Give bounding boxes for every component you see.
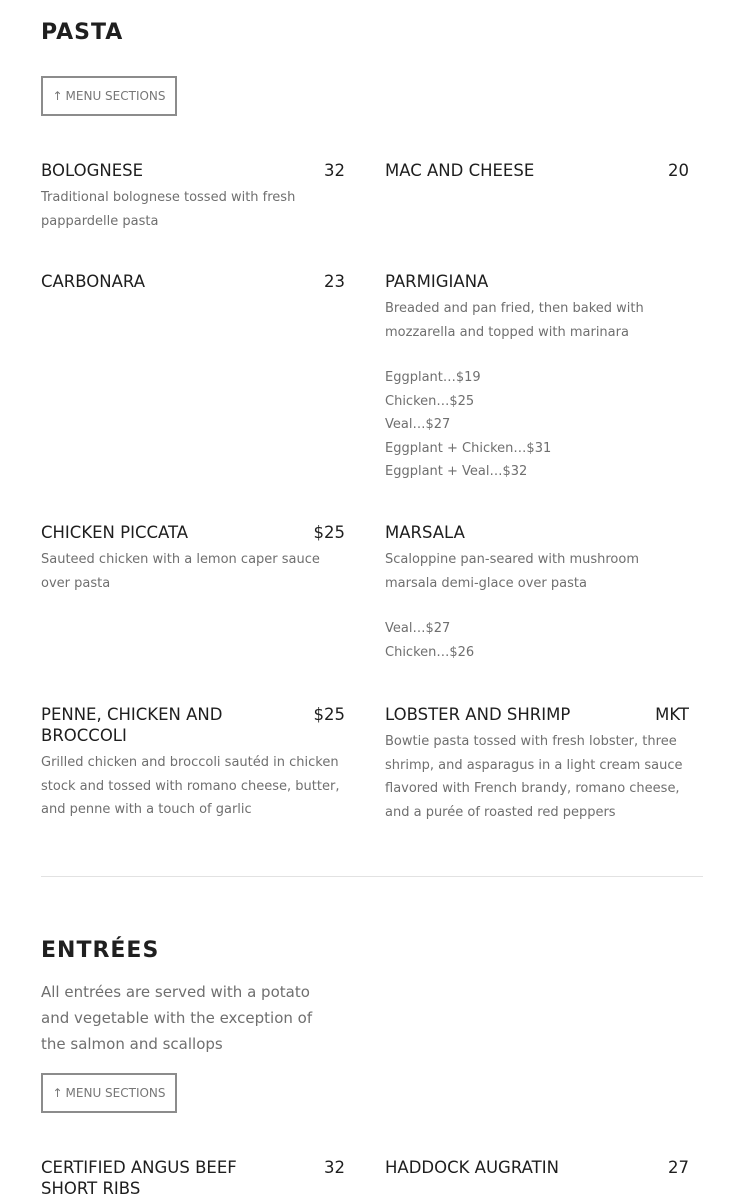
item-price: $25 bbox=[313, 523, 345, 542]
item-price: 23 bbox=[324, 272, 345, 291]
variant-price: Chicken…$25 bbox=[385, 393, 475, 409]
item-name: MARSALA bbox=[385, 523, 465, 542]
item-name: BOLOGNESE bbox=[41, 161, 144, 180]
item-description: Traditional bolognese tossed with fresh pappardelle pasta bbox=[41, 190, 296, 229]
item-description: Scaloppine pan-seared with mushroom marsala demi-glace over pasta bbox=[385, 552, 640, 591]
item-price: 27 bbox=[668, 1158, 689, 1177]
section-title-pasta: PASTA bbox=[41, 20, 124, 45]
menu-sections-button[interactable] bbox=[41, 76, 177, 116]
item-name: CHICKEN PICCATA bbox=[41, 523, 189, 542]
item-description: Grilled chicken and broccoli sautéd in chicken stock and tossed with romano cheese, butter, and penne with a touch of garlic bbox=[41, 755, 340, 817]
item-name: CARBONARA bbox=[41, 272, 146, 291]
item-price: 32 bbox=[324, 161, 345, 180]
menu-item-chicken-piccata bbox=[41, 522, 345, 595]
section-description: All entrées are served with a potato and vegetable with the exception of the salmon and scallops bbox=[41, 983, 313, 1053]
section-title-entrees: ENTRÉES bbox=[41, 938, 160, 963]
variant-price: Eggplant + Chicken…$31 bbox=[385, 440, 552, 456]
menu-item-penne-chicken-broccoli bbox=[41, 704, 345, 822]
menu-item-marsala bbox=[385, 522, 689, 664]
item-price: 20 bbox=[668, 161, 689, 180]
item-name: CERTIFIED ANGUS BEEF SHORT RIBS bbox=[41, 1158, 237, 1198]
menu-item-mac-and-cheese bbox=[385, 160, 689, 181]
menu-sections-label: MENU SECTIONS bbox=[65, 89, 166, 103]
menu-item-lobster-and-shrimp bbox=[385, 704, 689, 824]
item-price: $25 bbox=[313, 705, 345, 724]
variant-price: Chicken…$26 bbox=[385, 644, 475, 660]
item-description: Sauteed chicken with a lemon caper sauce over pasta bbox=[41, 552, 320, 591]
variant-price: Veal…$27 bbox=[385, 621, 451, 636]
item-price: 32 bbox=[324, 1158, 345, 1177]
item-description: Breaded and pan fried, then baked with mozzarella and topped with marinara bbox=[385, 301, 644, 340]
menu-item-bolognese bbox=[41, 160, 345, 233]
variant-price: Eggplant…$19 bbox=[385, 370, 481, 385]
item-variants bbox=[385, 366, 689, 484]
section-divider bbox=[41, 876, 703, 877]
menu-item-haddock-augratin bbox=[385, 1157, 689, 1178]
menu-item-carbonara bbox=[41, 271, 345, 292]
item-name: PARMIGIANA bbox=[385, 272, 489, 291]
item-name: HADDOCK AUGRATIN bbox=[385, 1158, 559, 1177]
variant-price: Eggplant + Veal…$32 bbox=[385, 464, 528, 479]
up-arrow-icon: ↑ bbox=[52, 89, 63, 103]
up-arrow-icon: ↑ bbox=[52, 1086, 63, 1100]
item-variants bbox=[385, 617, 689, 664]
menu-sections-button[interactable] bbox=[41, 1073, 177, 1113]
item-name: MAC AND CHEESE bbox=[385, 161, 535, 180]
item-name: LOBSTER AND SHRIMP bbox=[385, 705, 571, 724]
item-name: PENNE, CHICKEN AND BROCCOLI bbox=[41, 705, 223, 745]
item-price: MKT bbox=[655, 705, 689, 724]
menu-sections-label: MENU SECTIONS bbox=[65, 1086, 166, 1100]
menu-item-angus-short-ribs bbox=[41, 1157, 345, 1199]
menu-item-parmigiana bbox=[385, 271, 689, 484]
item-description: Bowtie pasta tossed with fresh lobster, three shrimp, and asparagus in a light cream sauce flavored with French brandy, romano cheese, and a purée of roasted red peppers bbox=[385, 734, 683, 820]
variant-price: Veal…$27 bbox=[385, 417, 451, 432]
